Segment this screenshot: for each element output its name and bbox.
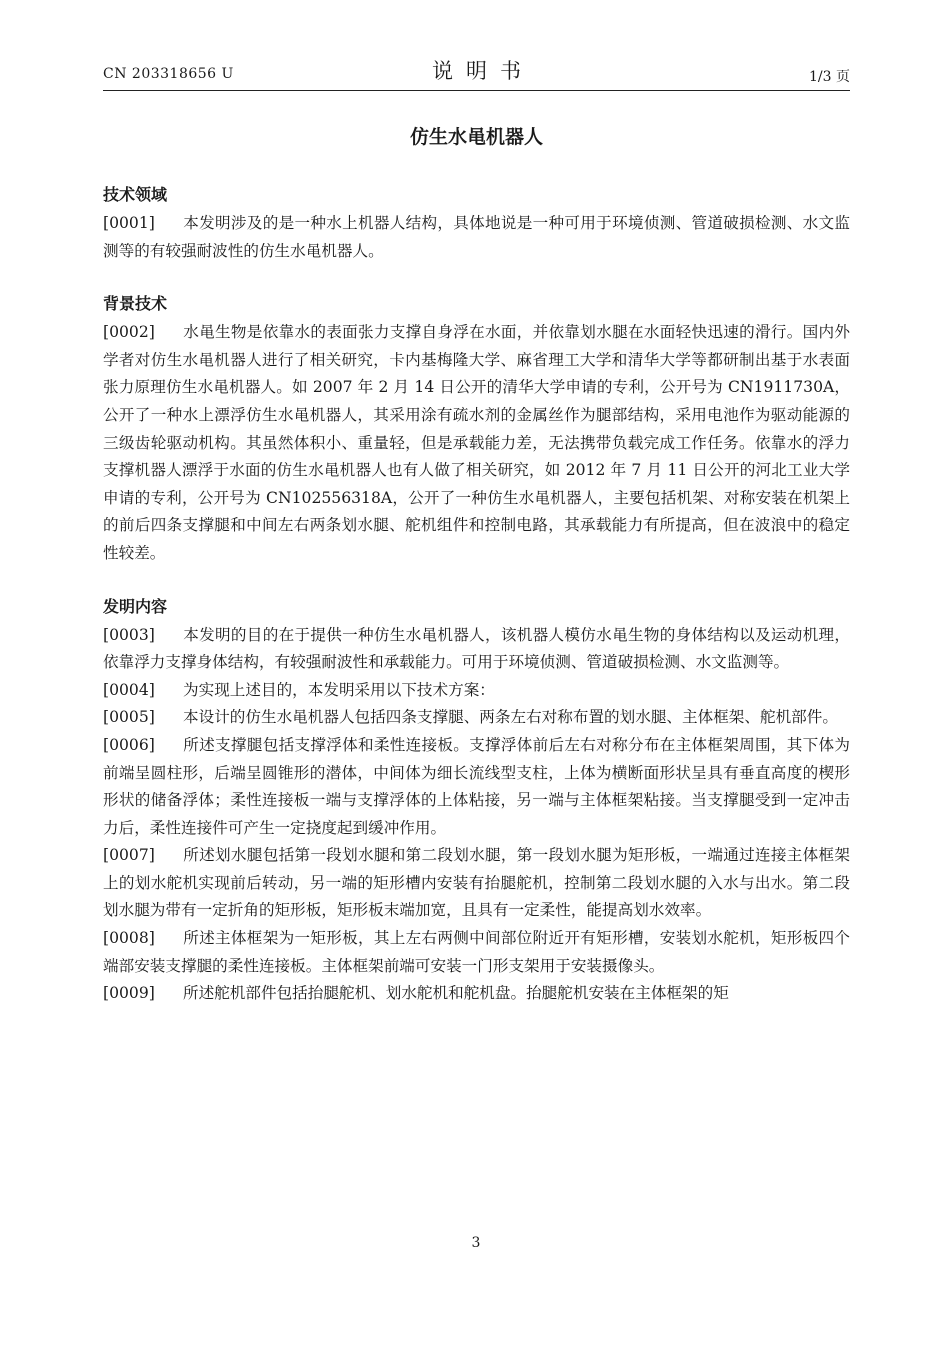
paragraph — [103, 842, 850, 925]
paragraph-number: [0001] — [103, 214, 155, 232]
paragraph-text: 本发明的目的在于提供一种仿生水黾机器人，该机器人模仿水黾生物的身体结构以及运动机理，依靠浮力支撑身体结构，有较强耐波性和承载能力。可用于环境侦测、管道破损检测、水文监测等。 — [103, 625, 850, 672]
paragraph — [103, 210, 850, 265]
document-body — [103, 180, 850, 1008]
paragraph — [103, 622, 850, 677]
page-number: 3 — [471, 1235, 481, 1251]
paragraph — [103, 732, 850, 842]
section-gap — [103, 265, 850, 289]
paragraph-text: 为实现上述目的，本发明采用以下技术方案： — [183, 680, 495, 699]
paragraph-number: [0004] — [103, 680, 155, 699]
paragraph-text: 所述划水腿包括第一段划水腿和第二段划水腿，第一段划水腿为矩形板，一端通过连接主体框架上的划水舵机实现前后转动，另一端的矩形槽内安装有抬腿舵机，控制第二段划水腿的入水与出水。第二段划水腿为带有一定折角的矩形板，矩形板末端加宽，且具有一定柔性，能提高划水效率。 — [103, 846, 850, 920]
page-header — [103, 56, 850, 91]
paragraph — [103, 980, 850, 1008]
paragraph-text: 所述主体框架为一矩形板，其上左右两侧中间部位附近开有矩形槽，安装划水舵机，矩形板四个端部安装支撑腿的柔性连接板。主体框架前端可安装一门形支架用于安装摄像头。 — [103, 929, 850, 975]
paragraph — [103, 677, 850, 705]
paragraph-number: [0007] — [103, 846, 155, 865]
paragraph-text: 水黾生物是依靠水的表面张力支撑自身浮在水面，并依靠划水腿在水面轻快迅速的滑行。国内外学者对仿生水黾机器人进行了相关研究，卡内基梅隆大学、麻省理工大学和清华大学等都研制出基于水表面张力原理仿生水黾机器人。如 2007 年 2 月 14 日公开的清华大学申请的专利，公开号为 CN1911730A，公开了一种水上漂浮仿生水黾机器人，其采用涂有疏水剂的金属丝作为腿部结构，采用电池作为驱动能源的三级齿轮驱动机构。其虽然体积小、重量轻，但是承载能力差，无法携带负载完成工作任务。依靠水的浮力支撑机器人漂浮于水面的仿生水黾机器人也有人做了相关研究，如 2012 年 7 月 11 日公开的河北工业大学申请的专利，公开号为 CN102556318A，公开了一种仿生水黾机器人，主要包括机架、对称安装在机架上的前后四条支撑腿和中间左右两条划水腿、舵机组件和控制电路，其承载能力有所提高，但在波浪中的稳定性较差。 — [103, 323, 850, 562]
paragraph — [103, 925, 850, 980]
section-heading: 发明内容 — [103, 596, 168, 616]
paragraph — [103, 319, 850, 567]
paragraph-number: [0003] — [103, 625, 155, 644]
paragraph-text: 本发明涉及的是一种水上机器人结构，具体地说是一种可用于环境侦测、管道破损检测、水文监测等的有较强耐波性的仿生水黾机器人。 — [103, 214, 850, 260]
paragraph-text: 所述支撑腿包括支撑浮体和柔性连接板。支撑浮体前后左右对称分布在主体框架周围，其下体为前端呈圆柱形，后端呈圆锥形的潜体，中间体为细长流线型支柱，上体为横断面形状呈具有垂直高度的楔形形状的储备浮体；柔性连接板一端与支撑浮体的上体粘接，另一端与主体框架粘接。当支撑腿受到一定冲击力后，柔性连接件可产生一定挠度起到缓冲作用。 — [103, 735, 850, 837]
paragraph-text: 本设计的仿生水黾机器人包括四条支撑腿、两条左右对称布置的划水腿、主体框架、舵机部件。 — [183, 708, 838, 727]
paragraph-number: [0005] — [103, 708, 155, 727]
paragraph-number: [0009] — [103, 984, 155, 1003]
patent-number: CN 203318656 U — [103, 66, 234, 82]
document-title: 仿生水黾机器人 — [409, 126, 543, 148]
paragraph-number: [0006] — [103, 735, 155, 754]
section-gap — [103, 568, 850, 592]
page-indicator: 1/3 页 — [809, 69, 850, 85]
paragraph-number: [0008] — [103, 929, 155, 948]
paragraph — [103, 704, 850, 732]
document-type: 说明书 — [432, 59, 534, 83]
section-heading: 技术领域 — [103, 185, 168, 204]
paragraph-number: [0002] — [103, 323, 155, 342]
section-heading: 背景技术 — [103, 294, 168, 314]
paragraph-text: 所述舵机部件包括抬腿舵机、划水舵机和舵机盘。抬腿舵机安装在主体框架的矩 — [183, 984, 729, 1003]
